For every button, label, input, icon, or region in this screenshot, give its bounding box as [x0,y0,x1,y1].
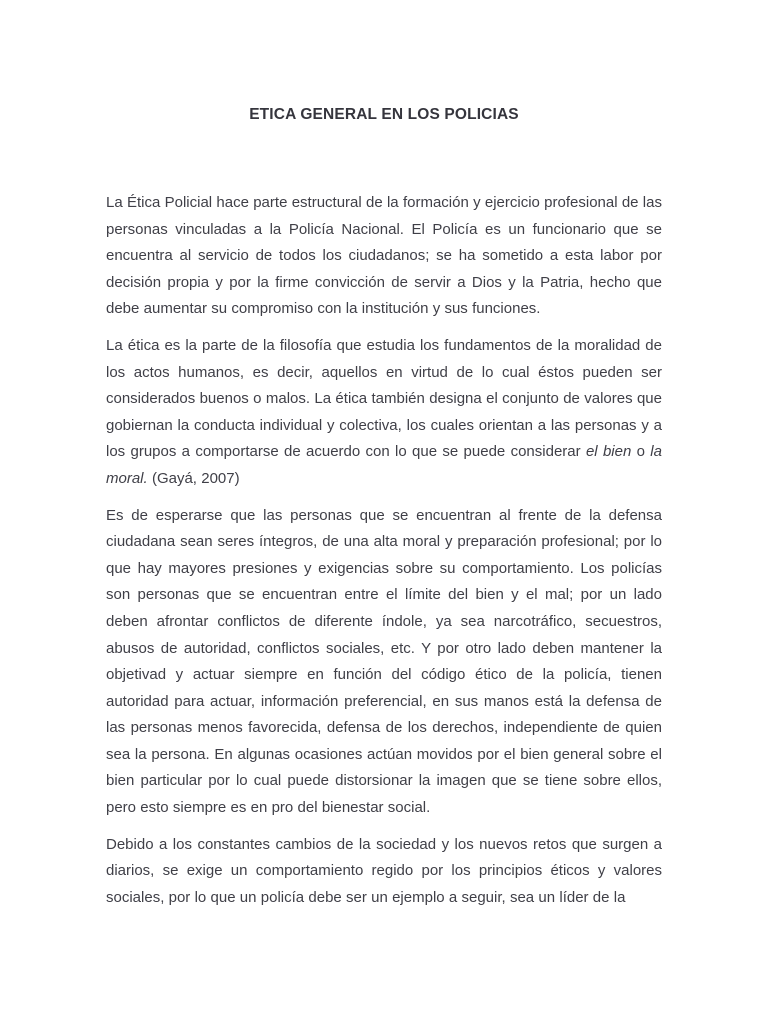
paragraph-list [106,190,662,911]
paragraph-1: La Ética Policial hace parte estructural de la formación y ejercicio profesional de las personas vinculadas a la Policía Nacional. El Policía es un funcionario que se encuentra al servicio de todos los ciudadanos; se ha sometido a esta labor por decisión propia y por la firme convicción de servir a Dios y la Patria, hecho que debe aumentar su compromiso con la institución y sus funciones. [106,194,662,318]
page-title: ETICA GENERAL EN LOS POLICIAS [249,106,519,123]
paragraph-2 [106,333,662,493]
paragraph-4: Debido a los constantes cambios de la sociedad y los nuevos retos que surgen a diarios, se exige un comportamiento regido por los principios éticos y valores sociales, por lo que un policía debe ser un ejemplo a seguir, sea un líder de la [106,835,662,906]
emphasis-la-moral: la moral. [106,443,662,487]
emphasis-el-bien: el bien [585,443,632,461]
paragraph-2-lead: La ética es la parte de la filosofía que estudia los fundamentos de la moralidad de los actos humanos, es decir, aquellos en virtud de lo cual éstos pueden ser considerados buenos o malos. La ética también designa el conjunto de valores que gobiernan la conducta individual y colectiva, los cuales orientan a las personas y a los grupos a comportarse de acuerdo con lo que se puede considerar [106,336,662,461]
citation-reference: (Gayá, 2007) [147,469,240,487]
paragraph-3: Es de esperarse que las personas que se encuentran al frente de la defensa ciudadana sean seres íntegros, de una alta moral y preparación profesional; por lo que hay mayores presiones y exigencias sobre su comportamiento. Los policías son personas que se encuentran entre el límite del bien y el mal; por un lado deben afrontar conflictos de diferente índole, ya sea narcotráfico, secuestros, abusos de autoridad, conflictos sociales, etc. Y por otro lado deben mantener la objetivad y actuar siempre en función del código ético de la policía, tienen autoridad para actuar, información preferencial, en sus manos está la defensa de las personas menos favorecida, defensa de los derechos, independiente de quien sea la persona. En algunas ocasiones actúan movidos por el bien general sobre el bien particular por lo cual puede distorsionar la imagen que se tiene sobre ellos, pero esto siempre es en pro del bienestar social. [106,506,662,817]
paragraph-2-conjunction: o [631,443,651,461]
